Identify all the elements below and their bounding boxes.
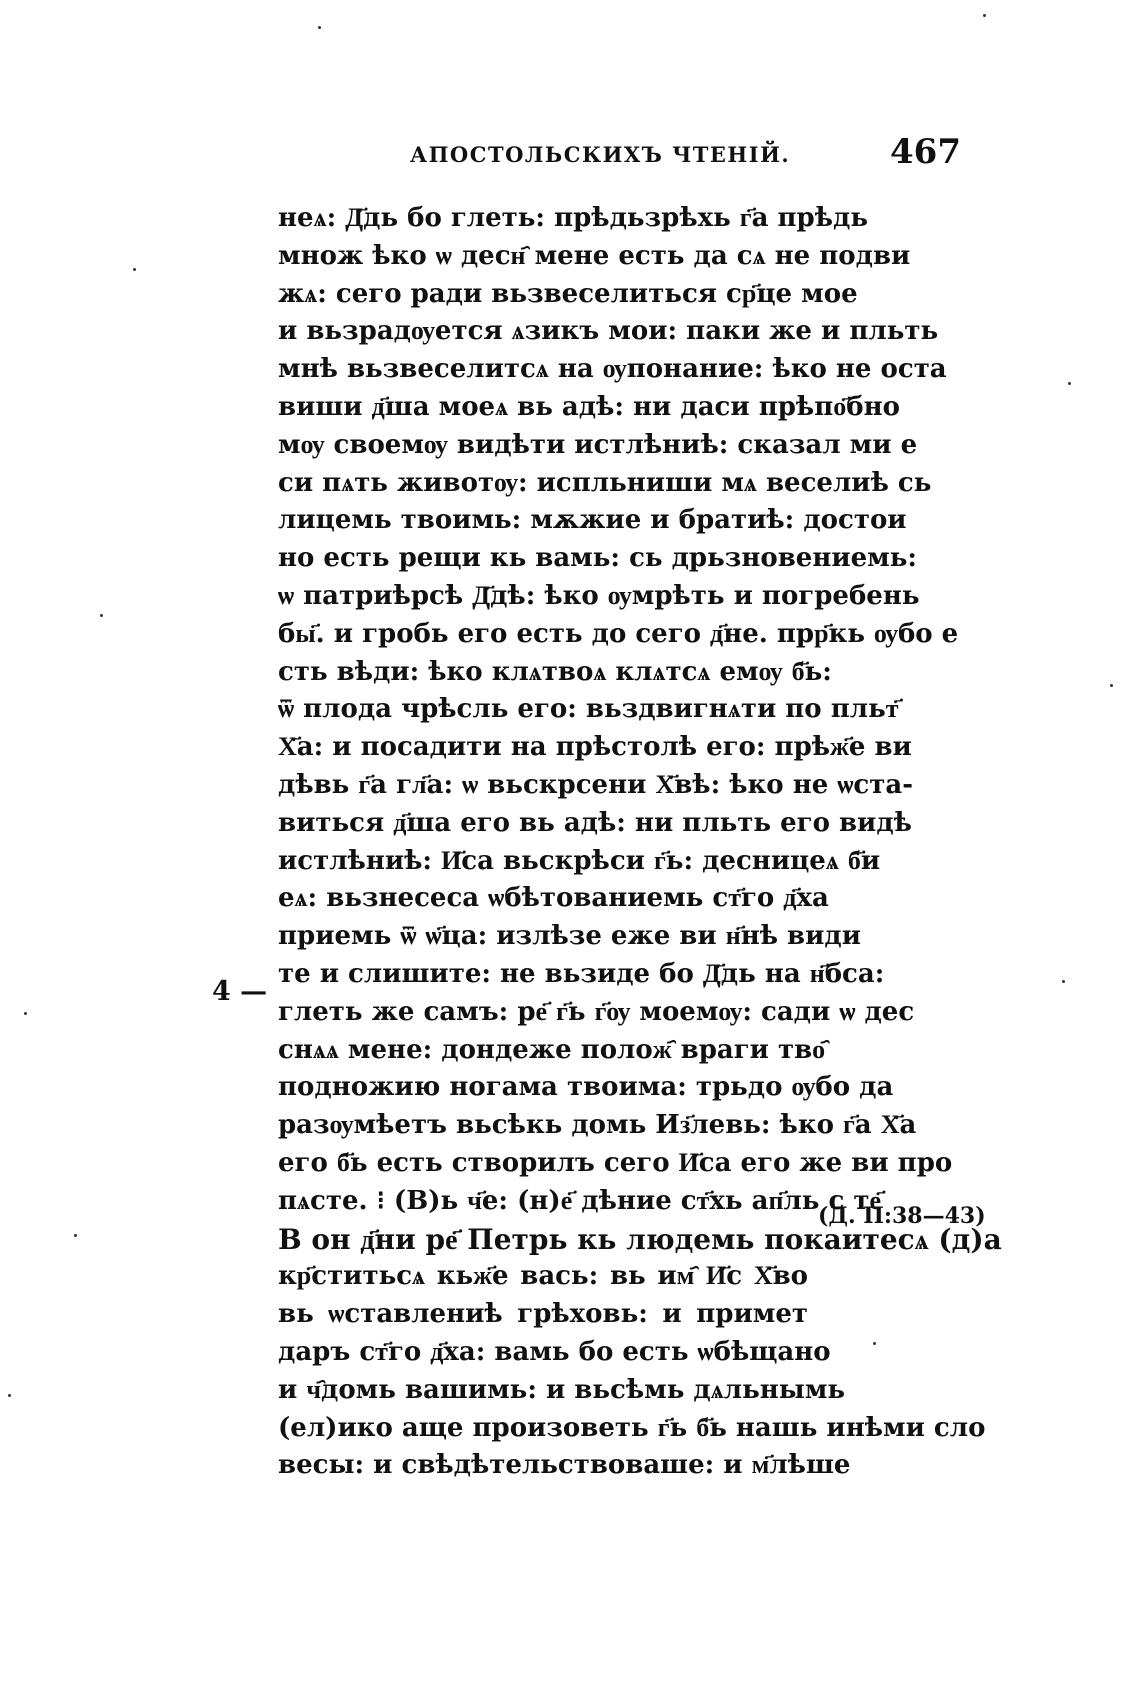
paper-speck [983, 14, 986, 17]
text-line: еѧ: вьзнесеса ѡбѣтованиемь ст҃го д҃ха [278, 883, 829, 914]
text-line: снѧѧ мене: дондеже полож҄ враги тво҄ [278, 1034, 826, 1065]
text-line: его б҃ь есть створилъ сего И҃са его же ви про [278, 1147, 953, 1178]
text-line: кр҃ститьсѧ кьж҃е вась: вь им҄ И҃с Х҃во [278, 1261, 808, 1292]
text-line: мѹ своемѹ видѣти истлѣниѣ: сказал ми е [278, 429, 918, 460]
text-line: си пѧть животѹ: испльниши мѧ веселиѣ сь [278, 467, 932, 498]
paper-speck [1110, 684, 1113, 687]
text-line: виться д҃ша его вь адѣ: ни пльть его видѣ [278, 807, 912, 838]
paper-speck [1068, 382, 1071, 385]
text-line: неѧ: Д҃дь бо глеть: прѣдьзрѣхь г҃а прѣдь [278, 203, 868, 233]
verse-marker: 4 — [212, 976, 268, 1007]
text-line: множ ѣко ѡ десн҄ мене есть да сѧ не подви [278, 240, 911, 271]
text-line: весы: и свѣдѣтельствоваше: и м҃лѣше [278, 1450, 851, 1481]
text-line: ѿ плода чрѣсль его: вьздвигнѧти по пльт҃ [278, 694, 899, 725]
text-line: ѡ патриѣрсѣ Д҃дѣ: ѣко ѹмрѣть и погребень [278, 580, 920, 611]
paper-speck [133, 268, 136, 271]
text-line: дѣвь г҃а гл҃а: ѡ вьскрсени Х҃вѣ: ѣко не ѡста- [278, 769, 913, 800]
text-line: бы҃. и гробь его есть до сего д҃не. прр҃кь ѹбо е [278, 618, 959, 649]
paper-speck [8, 1394, 11, 1397]
text-line: сть вѣди: ѣко клѧтвоѧ клѧтсѧ емѹ б҃ь: [278, 656, 832, 687]
running-title: АПОСТОЛЬСКИХЪ ЧТЕНІЙ. [410, 142, 791, 167]
text-line: те и слишите: не вьзиде бо Д҃дь на н҃бса: [278, 958, 885, 989]
text-line: вь ѡставлениѣ грѣховь: и примет [278, 1299, 808, 1330]
text-line: и ч҄домь вашимь: и вьсѣмь дѧльнымь [278, 1374, 846, 1405]
text-line: виши д҃ша моеѧ вь адѣ: ни даси прѣпо҃бно [278, 391, 900, 422]
paper-speck [318, 26, 321, 29]
text-line: даръ ст҃го д҃ха: вамь бо есть ѡбѣщано [278, 1336, 831, 1367]
paper-speck [74, 1234, 77, 1237]
text-line: приемь ѿ ѡ҃ца: излѣзе еже ви н҃нѣ види [278, 921, 862, 952]
text-line: мнѣ вьзвеселитсѧ на ѹпонание: ѣко не оста [278, 354, 947, 385]
paper-speck [100, 614, 103, 617]
page-number: 467 [890, 132, 961, 172]
text-line: глеть же самъ: ре҃ г҃ь г҃ѹ моемѹ: сади ѡ дес [278, 996, 915, 1027]
text-line: (ел)ико аще произоветь г҃ь б҃ь нашь инѣми сло [278, 1412, 986, 1443]
text-line: истлѣниѣ: И҃са вьскрѣси г҃ь: десницеѧ б҃и [278, 845, 881, 876]
text-line: разѹмѣетъ вьсѣкь домь Из҃левь: ѣко г҃а Х҃а [278, 1110, 917, 1141]
text-line: В он д҃ни ре҃ Петрь кь людемь покаитесѧ (д)а [278, 1222, 1002, 1256]
paper-speck [24, 1012, 27, 1015]
text-line: и вьзрадѹется ѧзикъ мои: паки же и пльть [278, 316, 939, 347]
margin-reference: (Д. II:38—43) [818, 1203, 986, 1229]
text-line: Х҃а: и посадити на прѣстолѣ его: прѣж҃е ви [278, 732, 912, 763]
text-line: лицемь твоимь: мѫжие и братиѣ: достои [278, 505, 907, 536]
text-line: подножию ногама твоима: трьдо ѹбо да [278, 1072, 894, 1103]
text-line: пѧсте. ⁝ (В)ь ч҃е: (н)е҃ дѣние ст҃хь ап҃ль с те҃ [278, 1185, 882, 1216]
text-line: но есть рещи кь вамь: сь дрьзновениемь: [278, 543, 918, 574]
paper-speck [873, 1342, 876, 1345]
text-line: жѧ: сего ради вьзвеселиться ср҃це мое [278, 278, 858, 309]
paper-speck [1062, 980, 1065, 983]
